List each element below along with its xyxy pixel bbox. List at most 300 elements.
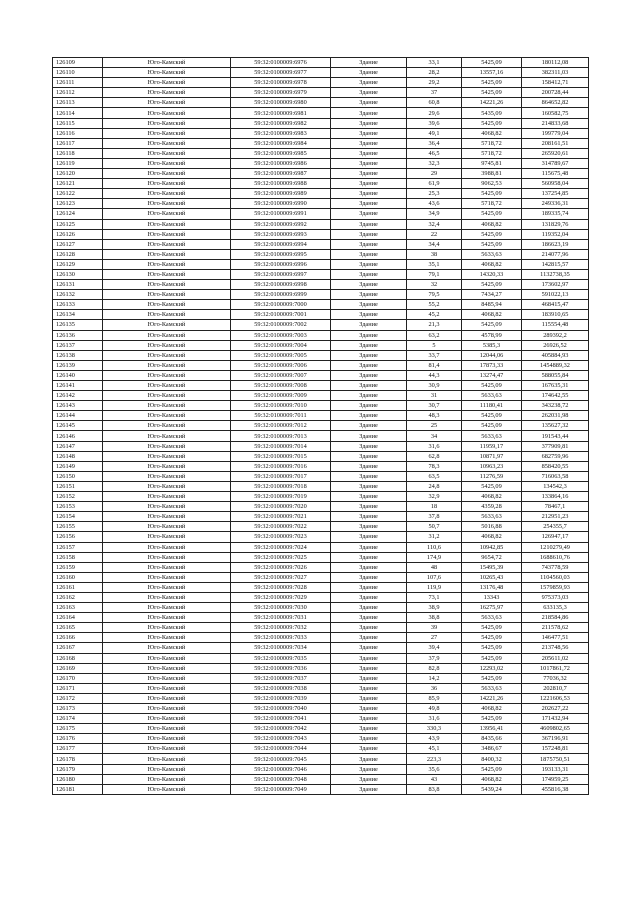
district-cell: Юго-Камский [103, 138, 231, 148]
table-row [53, 290, 589, 300]
district-cell: Юго-Камский [103, 239, 231, 249]
row-number-cell: 126170 [53, 673, 103, 683]
object-type-cell: Здание [331, 391, 407, 401]
table-row [53, 633, 589, 643]
cadastral-number-cell: 59:32:0100009:7004 [231, 340, 331, 350]
area-cell: 81,4 [407, 360, 462, 370]
row-number-cell: 126167 [53, 643, 103, 653]
district-cell: Юго-Камский [103, 461, 231, 471]
row-number-cell: 126150 [53, 471, 103, 481]
object-type-cell: Здание [331, 98, 407, 108]
district-cell: Юго-Камский [103, 391, 231, 401]
area-cell: 78,3 [407, 461, 462, 471]
row-number-cell: 126174 [53, 714, 103, 724]
district-cell: Юго-Камский [103, 249, 231, 259]
area-cell: 119,9 [407, 582, 462, 592]
cadastral-number-cell: 59:32:0100009:7041 [231, 714, 331, 724]
row-number-cell: 126171 [53, 683, 103, 693]
area-cell: 85,9 [407, 693, 462, 703]
object-type-cell: Здание [331, 290, 407, 300]
table-row [53, 603, 589, 613]
table-row [53, 58, 589, 68]
specific-value-cell: 11276,59 [462, 471, 522, 481]
area-cell: 48,3 [407, 411, 462, 421]
area-cell: 21,3 [407, 320, 462, 330]
cadastral-number-cell: 59:32:0100009:7049 [231, 784, 331, 794]
row-number-cell: 126137 [53, 340, 103, 350]
district-cell: Юго-Камский [103, 572, 231, 582]
specific-value-cell: 16275,97 [462, 603, 522, 613]
table-row [53, 179, 589, 189]
object-type-cell: Здание [331, 552, 407, 562]
table-row [53, 673, 589, 683]
table-row [53, 744, 589, 754]
area-cell: 37,8 [407, 512, 462, 522]
object-type-cell: Здание [331, 411, 407, 421]
specific-value-cell: 5633,63 [462, 391, 522, 401]
cadastral-number-cell: 59:32:0100009:6993 [231, 229, 331, 239]
cadastral-value-cell: 1104560,03 [522, 572, 589, 582]
district-cell: Юго-Камский [103, 552, 231, 562]
specific-value-cell: 4068,82 [462, 492, 522, 502]
cadastral-number-cell: 59:32:0100009:7015 [231, 451, 331, 461]
district-cell: Юго-Камский [103, 784, 231, 794]
cadastral-value-cell: 115675,48 [522, 169, 589, 179]
area-cell: 38,8 [407, 613, 462, 623]
specific-value-cell: 5425,09 [462, 381, 522, 391]
object-type-cell: Здание [331, 310, 407, 320]
specific-value-cell: 14320,33 [462, 269, 522, 279]
table-row [53, 592, 589, 602]
table-row [53, 280, 589, 290]
district-cell: Юго-Камский [103, 532, 231, 542]
cadastral-number-cell: 59:32:0100009:7003 [231, 330, 331, 340]
area-cell: 30,9 [407, 381, 462, 391]
specific-value-cell: 3988,81 [462, 169, 522, 179]
cadastral-number-cell: 59:32:0100009:6989 [231, 189, 331, 199]
row-number-cell: 126112 [53, 88, 103, 98]
cadastral-number-cell: 59:32:0100009:7012 [231, 421, 331, 431]
cadastral-value-cell: 249336,31 [522, 199, 589, 209]
area-cell: 31 [407, 391, 462, 401]
cadastral-number-cell: 59:32:0100009:7025 [231, 552, 331, 562]
cadastral-value-cell: 202810,7 [522, 683, 589, 693]
object-type-cell: Здание [331, 431, 407, 441]
table-row [53, 512, 589, 522]
area-cell: 34,9 [407, 209, 462, 219]
specific-value-cell: 5718,72 [462, 148, 522, 158]
object-type-cell: Здание [331, 613, 407, 623]
district-cell: Юго-Камский [103, 169, 231, 179]
cadastral-number-cell: 59:32:0100009:7043 [231, 734, 331, 744]
area-cell: 28,2 [407, 68, 462, 78]
cadastral-number-cell: 59:32:0100009:6984 [231, 138, 331, 148]
specific-value-cell: 9654,72 [462, 552, 522, 562]
cadastral-number-cell: 59:32:0100009:7048 [231, 774, 331, 784]
district-cell: Юго-Камский [103, 653, 231, 663]
district-cell: Юго-Камский [103, 542, 231, 552]
cadastral-value-cell: 743778,59 [522, 562, 589, 572]
object-type-cell: Здание [331, 88, 407, 98]
cadastral-value-cell: 213748,56 [522, 643, 589, 653]
table-row [53, 340, 589, 350]
area-cell: 330,3 [407, 724, 462, 734]
district-cell: Юго-Камский [103, 431, 231, 441]
table-row [53, 774, 589, 784]
cadastral-number-cell: 59:32:0100009:6999 [231, 290, 331, 300]
district-cell: Юго-Камский [103, 714, 231, 724]
table-row [53, 502, 589, 512]
specific-value-cell: 9062,53 [462, 179, 522, 189]
row-number-cell: 126114 [53, 108, 103, 118]
object-type-cell: Здание [331, 502, 407, 512]
table-row [53, 461, 589, 471]
row-number-cell: 126116 [53, 128, 103, 138]
cadastral-value-cell: 133864,16 [522, 492, 589, 502]
district-cell: Юго-Камский [103, 522, 231, 532]
row-number-cell: 126147 [53, 441, 103, 451]
row-number-cell: 126172 [53, 693, 103, 703]
cadastral-number-cell: 59:32:0100009:7036 [231, 663, 331, 673]
cadastral-number-cell: 59:32:0100009:7016 [231, 461, 331, 471]
district-cell: Юго-Камский [103, 673, 231, 683]
area-cell: 49,1 [407, 128, 462, 138]
table-row [53, 259, 589, 269]
row-number-cell: 126120 [53, 169, 103, 179]
area-cell: 30,7 [407, 401, 462, 411]
specific-value-cell: 5425,09 [462, 78, 522, 88]
table-row [53, 320, 589, 330]
area-cell: 29,6 [407, 108, 462, 118]
object-type-cell: Здание [331, 714, 407, 724]
cadastral-number-cell: 59:32:0100009:7023 [231, 532, 331, 542]
district-cell: Юго-Камский [103, 613, 231, 623]
specific-value-cell: 5425,09 [462, 411, 522, 421]
area-cell: 60,8 [407, 98, 462, 108]
cadastral-value-cell: 468415,47 [522, 300, 589, 310]
cadastral-value-cell: 1875750,51 [522, 754, 589, 764]
area-cell: 46,5 [407, 148, 462, 158]
table-row [53, 784, 589, 794]
row-number-cell: 126123 [53, 199, 103, 209]
cadastral-number-cell: 59:32:0100009:6995 [231, 249, 331, 259]
district-cell: Юго-Камский [103, 512, 231, 522]
area-cell: 25,3 [407, 189, 462, 199]
area-cell: 107,6 [407, 572, 462, 582]
specific-value-cell: 13343 [462, 592, 522, 602]
cadastral-value-cell: 262031,98 [522, 411, 589, 421]
cadastral-value-cell: 180112,08 [522, 58, 589, 68]
specific-value-cell: 4068,82 [462, 704, 522, 714]
object-type-cell: Здание [331, 572, 407, 582]
row-number-cell: 126180 [53, 774, 103, 784]
area-cell: 22 [407, 229, 462, 239]
area-cell: 50,7 [407, 522, 462, 532]
area-cell: 18 [407, 502, 462, 512]
area-cell: 37,9 [407, 653, 462, 663]
object-type-cell: Здание [331, 340, 407, 350]
table-row [53, 330, 589, 340]
cadastral-value-cell: 254355,7 [522, 522, 589, 532]
row-number-cell: 126178 [53, 754, 103, 764]
cadastral-value-cell: 1017861,72 [522, 663, 589, 673]
object-type-cell: Здание [331, 421, 407, 431]
row-number-cell: 126128 [53, 249, 103, 259]
cadastral-number-cell: 59:32:0100009:7006 [231, 360, 331, 370]
row-number-cell: 126175 [53, 724, 103, 734]
table-row [53, 582, 589, 592]
district-cell: Юго-Камский [103, 158, 231, 168]
district-cell: Юго-Камский [103, 108, 231, 118]
district-cell: Юго-Камский [103, 219, 231, 229]
specific-value-cell: 11180,41 [462, 401, 522, 411]
specific-value-cell: 7434,27 [462, 290, 522, 300]
cadastral-number-cell: 59:32:0100009:7021 [231, 512, 331, 522]
row-number-cell: 126164 [53, 613, 103, 623]
cadastral-number-cell: 59:32:0100009:6992 [231, 219, 331, 229]
cadastral-number-cell: 59:32:0100009:7001 [231, 310, 331, 320]
object-type-cell: Здание [331, 189, 407, 199]
area-cell: 5 [407, 340, 462, 350]
area-cell: 31,6 [407, 714, 462, 724]
area-cell: 39,6 [407, 118, 462, 128]
object-type-cell: Здание [331, 744, 407, 754]
area-cell: 61,9 [407, 179, 462, 189]
specific-value-cell: 10265,43 [462, 572, 522, 582]
cadastral-number-cell: 59:32:0100009:6994 [231, 239, 331, 249]
table-row [53, 764, 589, 774]
object-type-cell: Здание [331, 623, 407, 633]
cadastral-value-cell: 208161,51 [522, 138, 589, 148]
object-type-cell: Здание [331, 562, 407, 572]
specific-value-cell: 14221,26 [462, 693, 522, 703]
specific-value-cell: 5425,09 [462, 714, 522, 724]
area-cell: 62,8 [407, 451, 462, 461]
district-cell: Юго-Камский [103, 370, 231, 380]
cadastral-number-cell: 59:32:0100009:7032 [231, 623, 331, 633]
table-row [53, 209, 589, 219]
row-number-cell: 126157 [53, 542, 103, 552]
cadastral-number-cell: 59:32:0100009:7045 [231, 754, 331, 764]
district-cell: Юго-Камский [103, 259, 231, 269]
specific-value-cell: 4068,82 [462, 774, 522, 784]
table-row [53, 492, 589, 502]
cadastral-number-cell: 59:32:0100009:7022 [231, 522, 331, 532]
object-type-cell: Здание [331, 492, 407, 502]
district-cell: Юго-Камский [103, 562, 231, 572]
specific-value-cell: 5633,63 [462, 512, 522, 522]
object-type-cell: Здание [331, 179, 407, 189]
cadastral-value-cell: 682759,96 [522, 451, 589, 461]
cadastral-value-cell: 205611,02 [522, 653, 589, 663]
object-type-cell: Здание [331, 381, 407, 391]
specific-value-cell: 5385,3 [462, 340, 522, 350]
row-number-cell: 126119 [53, 158, 103, 168]
district-cell: Юго-Камский [103, 603, 231, 613]
cadastral-value-cell: 134542,3 [522, 481, 589, 491]
cadastral-number-cell: 59:32:0100009:7046 [231, 764, 331, 774]
cadastral-number-cell: 59:32:0100009:6981 [231, 108, 331, 118]
specific-value-cell: 13956,41 [462, 724, 522, 734]
table-row [53, 118, 589, 128]
object-type-cell: Здание [331, 774, 407, 784]
cadastral-number-cell: 59:32:0100009:6983 [231, 128, 331, 138]
specific-value-cell: 17873,33 [462, 360, 522, 370]
district-cell: Юго-Камский [103, 189, 231, 199]
table-row [53, 441, 589, 451]
district-cell: Юго-Камский [103, 704, 231, 714]
object-type-cell: Здание [331, 128, 407, 138]
cadastral-value-cell: 183910,65 [522, 310, 589, 320]
district-cell: Юго-Камский [103, 88, 231, 98]
cadastral-value-cell: 858420,55 [522, 461, 589, 471]
row-number-cell: 126155 [53, 522, 103, 532]
specific-value-cell: 5425,09 [462, 320, 522, 330]
specific-value-cell: 5633,63 [462, 683, 522, 693]
district-cell: Юго-Камский [103, 774, 231, 784]
object-type-cell: Здание [331, 108, 407, 118]
cadastral-value-cell: 77036,32 [522, 673, 589, 683]
object-type-cell: Здание [331, 633, 407, 643]
object-type-cell: Здание [331, 350, 407, 360]
cadastral-number-cell: 59:32:0100009:7044 [231, 744, 331, 754]
table-row [53, 522, 589, 532]
district-cell: Юго-Камский [103, 118, 231, 128]
object-type-cell: Здание [331, 58, 407, 68]
specific-value-cell: 5633,63 [462, 249, 522, 259]
area-cell: 79,1 [407, 269, 462, 279]
specific-value-cell: 5425,09 [462, 643, 522, 653]
object-type-cell: Здание [331, 330, 407, 340]
table-row [53, 148, 589, 158]
table-row [53, 714, 589, 724]
object-type-cell: Здание [331, 138, 407, 148]
table-row [53, 169, 589, 179]
table-row [53, 734, 589, 744]
specific-value-cell: 5425,09 [462, 58, 522, 68]
cadastral-number-cell: 59:32:0100009:7038 [231, 683, 331, 693]
cadastral-number-cell: 59:32:0100009:6988 [231, 179, 331, 189]
cadastral-number-cell: 59:32:0100009:6985 [231, 148, 331, 158]
specific-value-cell: 13274,47 [462, 370, 522, 380]
table-row [53, 88, 589, 98]
specific-value-cell: 5718,72 [462, 138, 522, 148]
cadastral-number-cell: 59:32:0100009:7033 [231, 633, 331, 643]
cadastral-value-cell: 157248,81 [522, 744, 589, 754]
area-cell: 63,2 [407, 330, 462, 340]
specific-value-cell: 8485,94 [462, 300, 522, 310]
table-row [53, 693, 589, 703]
row-number-cell: 126136 [53, 330, 103, 340]
cadastral-value-cell: 1221606,53 [522, 693, 589, 703]
object-type-cell: Здание [331, 512, 407, 522]
cadastral-value-cell: 212951,23 [522, 512, 589, 522]
area-cell: 174,9 [407, 552, 462, 562]
area-cell: 33,1 [407, 58, 462, 68]
row-number-cell: 126131 [53, 280, 103, 290]
specific-value-cell: 5425,09 [462, 653, 522, 663]
row-number-cell: 126161 [53, 582, 103, 592]
cadastral-value-cell: 975373,03 [522, 592, 589, 602]
cadastral-value-cell: 1210279,49 [522, 542, 589, 552]
cadastral-number-cell: 59:32:0100009:7011 [231, 411, 331, 421]
area-cell: 73,1 [407, 592, 462, 602]
area-cell: 34,4 [407, 239, 462, 249]
row-number-cell: 126181 [53, 784, 103, 794]
object-type-cell: Здание [331, 239, 407, 249]
row-number-cell: 126115 [53, 118, 103, 128]
cadastral-value-cell: 142815,57 [522, 259, 589, 269]
row-number-cell: 126139 [53, 360, 103, 370]
row-number-cell: 126179 [53, 764, 103, 774]
area-cell: 49,8 [407, 704, 462, 714]
specific-value-cell: 4578,99 [462, 330, 522, 340]
district-cell: Юго-Камский [103, 330, 231, 340]
object-type-cell: Здание [331, 401, 407, 411]
area-cell: 223,3 [407, 754, 462, 764]
table-row [53, 653, 589, 663]
object-type-cell: Здание [331, 461, 407, 471]
cadastral-value-cell: 202627,22 [522, 704, 589, 714]
district-cell: Юго-Камский [103, 481, 231, 491]
object-type-cell: Здание [331, 653, 407, 663]
cadastral-number-cell: 59:32:0100009:7026 [231, 562, 331, 572]
table-row [53, 158, 589, 168]
district-cell: Юго-Камский [103, 693, 231, 703]
row-number-cell: 126146 [53, 431, 103, 441]
object-type-cell: Здание [331, 754, 407, 764]
cadastral-number-cell: 59:32:0100009:6976 [231, 58, 331, 68]
table-row [53, 360, 589, 370]
area-cell: 45,2 [407, 310, 462, 320]
district-cell: Юго-Камский [103, 492, 231, 502]
area-cell: 25 [407, 421, 462, 431]
specific-value-cell: 14221,26 [462, 98, 522, 108]
cadastral-number-cell: 59:32:0100009:7019 [231, 492, 331, 502]
cadastral-value-cell: 186623,19 [522, 239, 589, 249]
specific-value-cell: 5425,09 [462, 88, 522, 98]
cadastral-value-cell: 135627,32 [522, 421, 589, 431]
cadastral-value-cell: 119352,04 [522, 229, 589, 239]
row-number-cell: 126173 [53, 704, 103, 714]
cadastral-number-cell: 59:32:0100009:7034 [231, 643, 331, 653]
area-cell: 55,2 [407, 300, 462, 310]
district-cell: Юго-Камский [103, 764, 231, 774]
cadastral-number-cell: 59:32:0100009:7028 [231, 582, 331, 592]
specific-value-cell: 9745,81 [462, 158, 522, 168]
cadastral-number-cell: 59:32:0100009:7013 [231, 431, 331, 441]
object-type-cell: Здание [331, 229, 407, 239]
object-type-cell: Здание [331, 784, 407, 794]
specific-value-cell: 4068,82 [462, 219, 522, 229]
object-type-cell: Здание [331, 68, 407, 78]
object-type-cell: Здание [331, 219, 407, 229]
district-cell: Юго-Камский [103, 280, 231, 290]
district-cell: Юго-Камский [103, 401, 231, 411]
cadastral-number-cell: 59:32:0100009:7039 [231, 693, 331, 703]
row-number-cell: 126154 [53, 512, 103, 522]
specific-value-cell: 5425,09 [462, 209, 522, 219]
district-cell: Юго-Камский [103, 663, 231, 673]
district-cell: Юго-Камский [103, 724, 231, 734]
specific-value-cell: 5425,09 [462, 673, 522, 683]
specific-value-cell: 12293,02 [462, 663, 522, 673]
cadastral-number-cell: 59:32:0100009:7024 [231, 542, 331, 552]
row-number-cell: 126168 [53, 653, 103, 663]
object-type-cell: Здание [331, 300, 407, 310]
row-number-cell: 126142 [53, 391, 103, 401]
cadastral-number-cell: 59:32:0100009:7010 [231, 401, 331, 411]
